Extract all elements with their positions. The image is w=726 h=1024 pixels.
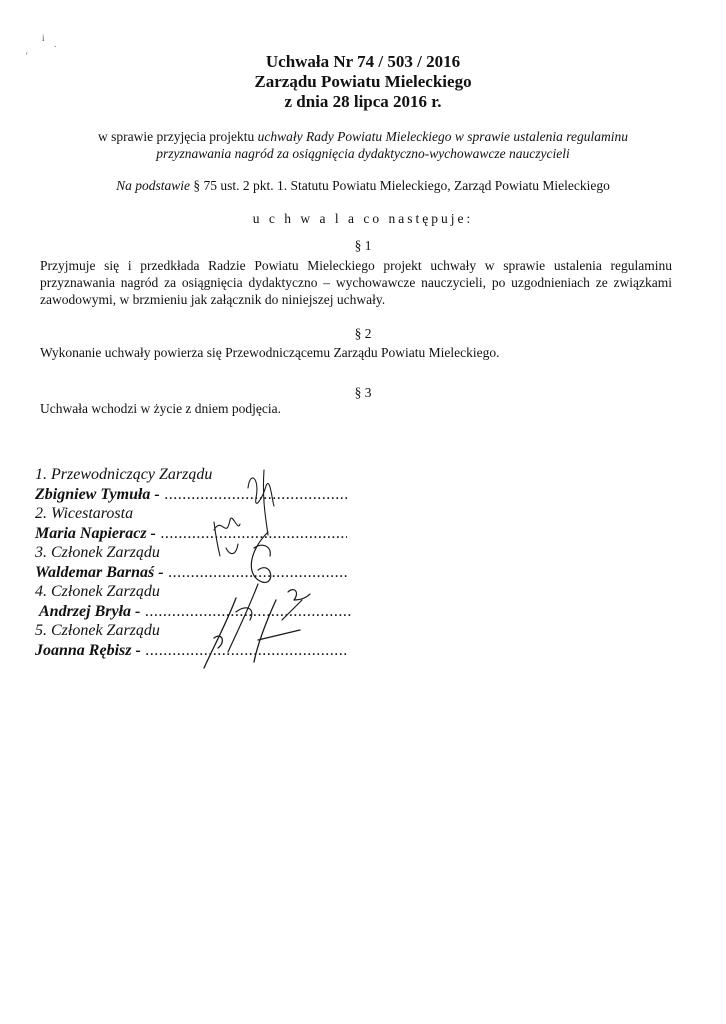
member-name-signature-line: Zbigniew Tymuła - ..... — [35, 485, 347, 505]
member-role: 5. Członek Zarządu — [35, 622, 160, 639]
section-1-title: § 1 — [354, 238, 372, 253]
member-name-signature-line: Maria Napieracz - ..... — [35, 524, 347, 544]
signature-napieracz — [214, 518, 240, 556]
legal-basis-text: § 75 ust. 2 pkt. 1. Statutu Powiatu Mieleckiego, Zarząd Powiatu Mieleckiego — [193, 178, 610, 193]
section-2-text: Wykonanie uchwały powierza się Przewodniczącemu Zarządu Powiatu Mieleckiego. — [40, 345, 500, 360]
scan-speck: . — [54, 39, 57, 49]
subject-title: uchwały Rady Powiatu Mieleckiego w sprawie ustalenia regulaminu przyznawania nagród za osiągnięcia dydaktyczno-wychowawcze nauczycieli — [156, 129, 628, 161]
member-role: 2. Wicestarosta — [35, 505, 134, 522]
section-2-title: § 2 — [354, 326, 372, 341]
section-3-title: § 3 — [354, 385, 372, 400]
member-role: 4. Członek Zarządu — [35, 583, 160, 600]
resolution-date: z dnia 28 lipca 2016 r. — [284, 92, 442, 111]
signature-barnas — [251, 532, 270, 582]
resolution-number: Uchwała Nr 74 / 503 / 2016 — [265, 52, 461, 71]
scan-speck: ' — [26, 51, 28, 61]
legal-basis-label: Na podstawie — [116, 178, 190, 193]
scan-speck: i — [42, 33, 45, 43]
member-name-signature-line: Waldemar Barnaś - ..... — [35, 563, 347, 583]
member-role: 1. Przewodniczący Zarządu — [35, 466, 213, 483]
decides-line: u c h w a l a co następuje: — [252, 211, 474, 226]
member-role: 3. Członek Zarządu — [35, 544, 160, 561]
section-1-text: Przyjmuje się i przedkłada Radzie Powiatu Mieleckiego projekt uchwały w sprawie ustalenia regulaminu przyznawania nagród za osiągnięcia dydaktyczno – wychowawcze nauczycieli, po uzgodnieniach ze związkami zawodowymi, w brzmieniu jak załącznik do niniejszej uchwały. — [40, 258, 672, 307]
issuing-body: Zarządu Powiatu Mieleckiego — [254, 72, 472, 91]
member-name-signature-line: Joanna Rębisz - ..... — [35, 641, 347, 661]
subject-prefix: w sprawie przyjęcia projektu — [97, 129, 255, 144]
signature-bryla — [228, 584, 310, 652]
signature-tymula — [248, 470, 274, 535]
signature-rebisz — [204, 598, 300, 668]
section-3-text: Uchwała wchodzi w życie z dniem podjęcia. — [40, 401, 282, 416]
member-name-signature-line: Andrzej Bryła - ..... — [35, 602, 351, 622]
